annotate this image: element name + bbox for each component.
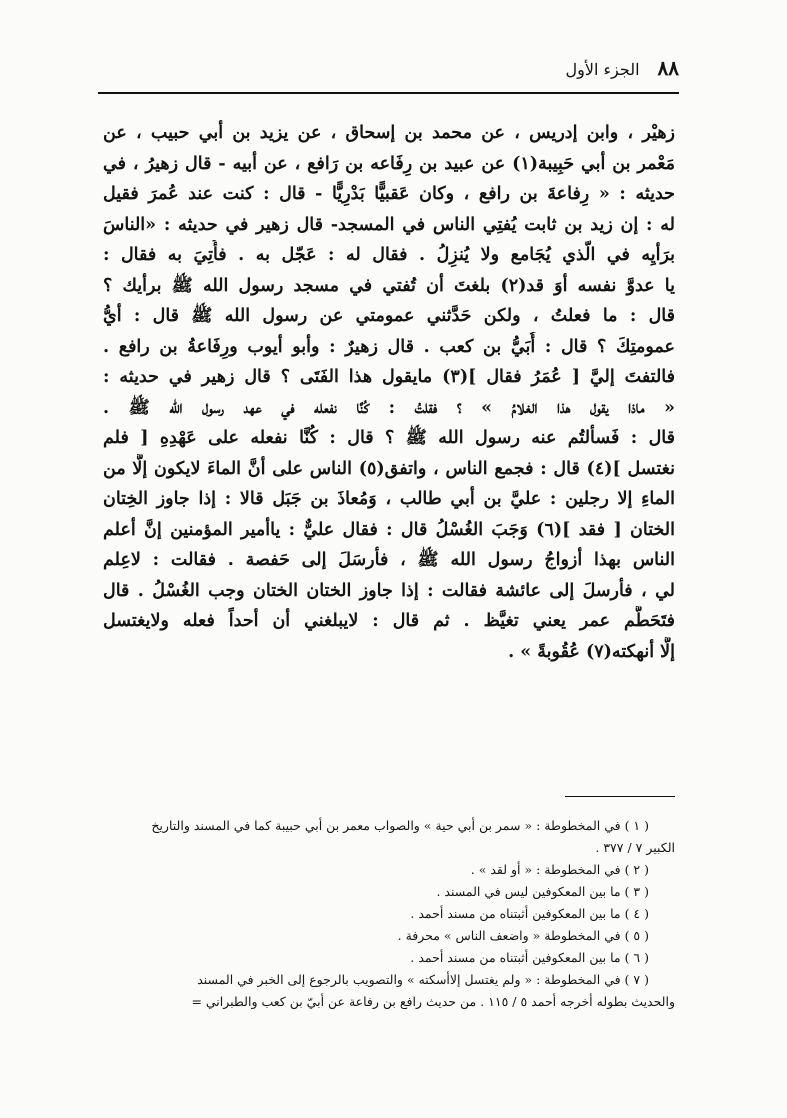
text-line: زهيْر ، وابن إدريس ، عن محمد بن إسحاق ، عن يزيد بن أبي حبيب ، عن bbox=[103, 123, 675, 143]
text-line: نغتسل ](٤) قال : فجمع الناس ، واتفق(٥) الناس على أنَّ الماءَ لايكون إلَّا من bbox=[103, 458, 675, 479]
footnote-line: الكبير ٧ / ٣٧٧ . bbox=[595, 840, 675, 855]
text-line: الناس بهذا أزواجُ رسول الله ﷺ ، فأرسَلَ إلى حَفصة . فقالت : لاعِلم bbox=[103, 550, 675, 570]
text-line: الماءِ إلا رجلين : عليَّ بن أبي طالب ، وَمُعاذَ بن جَبَل قالا : إذا جاوز الخِتان bbox=[103, 489, 675, 509]
text-line: لي ، فأرسلَ إلى عائشة فقالت : إذا جاوز الختان الختان وجب الغُسْلُ . قال bbox=[103, 580, 675, 601]
footnote-line: والحديث بطوله أخرجه أحمد ٥ / ١١٥ . من حديث رافع بن رفاعة عن أبيّ بن كعب والطبراني = bbox=[191, 994, 675, 1009]
text-line: إلَّا أنهكته(٧) عُقُوبةً » . bbox=[508, 641, 675, 662]
text-line: مَعْمر بن أبي حَبِيبة(١) عن عبيد بن رِفَاعه بن رَافع ، عن أبيه - قال زهيرُ ، في bbox=[103, 153, 675, 174]
text-line: فتَحَطَّم عمر يعني تغيَّظ . ثم قال : لايبلغني أن أحداً فعله ولايغتسل bbox=[103, 611, 675, 631]
running-title: الجزء الأول bbox=[565, 60, 640, 79]
footnote-separator bbox=[565, 796, 675, 797]
text-line: له : إن زيد بن ثابت يُفتِي الناس في المسجد- قال زهير في حديثه : «الناسَ bbox=[103, 214, 675, 235]
page-header bbox=[98, 56, 679, 84]
text-line: برَأيِه في الّذي يُجَامع ولا يُنزِلُ . فقال له : عَجّل به . فأُتِيَ به فقال : bbox=[103, 245, 675, 265]
text-line: يا عدوَّ نفسه أوَ قد(٢) بلغتَ أن تُفتي في مسجد رسول الله ﷺ برأيك ؟ bbox=[103, 275, 675, 296]
text-line: عمومتِكَ ؟ قال : أُبَيُّ بن كعب . قال زهيرٌ : وأبو أيوب ورِفَاعةُ بن رافع . bbox=[103, 336, 675, 357]
main-text bbox=[103, 118, 675, 667]
footnote-line: ( ٤ ) ما بين المعكوفين أثبتناه من مسند أحمد . bbox=[410, 906, 649, 921]
text-line: « ماذا يقول هذا الغلامُ » ؟ فقلتُ : كُنَّا نفعله في عهد رسول الله ﷺ . bbox=[103, 397, 675, 418]
footnote-line: ( ٦ ) ما بين المعكوفين أثبتناه من مسند أحمد . bbox=[410, 950, 649, 965]
text-line: قال : ما فعلتُ ، ولكن حَدَّثني عمومتي عن رسول الله ﷺ قال : أيُّ bbox=[103, 306, 675, 326]
text-line: حديثه : « رِفاعةَ بن رافع ، وكان عَقبيًّا بَدْرِيًّا - قال : كنت عند عُمرَ فقيل bbox=[103, 184, 675, 204]
footnote-line: ( ١ ) في المخطوطة : « سمر بن أبي حية » والصواب معمر بن أبي حبيبة كما في المسند والتاريخ bbox=[151, 818, 649, 833]
header-rule bbox=[98, 92, 679, 94]
page-number: ٨٨ bbox=[657, 56, 679, 80]
footnote-line: ( ٢ ) في المخطوطة : « أو لقد » . bbox=[470, 862, 649, 877]
footnotes bbox=[98, 815, 675, 1013]
footnote-line: ( ٣ ) ما بين المعكوفين ليس في المسند . bbox=[436, 884, 649, 899]
text-line: فالتفتَ إليَّ [ عُمَرُ فقال ](٣) مايقول هذا الفَتَى ؟ قال زهير في حديثه : bbox=[103, 367, 675, 387]
text-line: قال : فَسألتُم عنه رسول الله ﷺ ؟ قال : كُنَّا نفعله على عَهْدِهِ [ فلم bbox=[103, 428, 675, 448]
footnote-line: ( ٥ ) في المخطوطة « واضعف الناس » محرفة . bbox=[397, 928, 649, 943]
footnote-line: ( ٧ ) في المخطوطة : « ولم يغتسل إلاأسكته » والتصويب بالرجوع إلى الخبر في المسند bbox=[197, 972, 649, 987]
text-line: الختان [ فقد ](٦) وَجَبَ الغُسْلُ قال : فقال عليٌّ : ياأمير المؤمنين إنَّ أعلم bbox=[103, 519, 675, 540]
